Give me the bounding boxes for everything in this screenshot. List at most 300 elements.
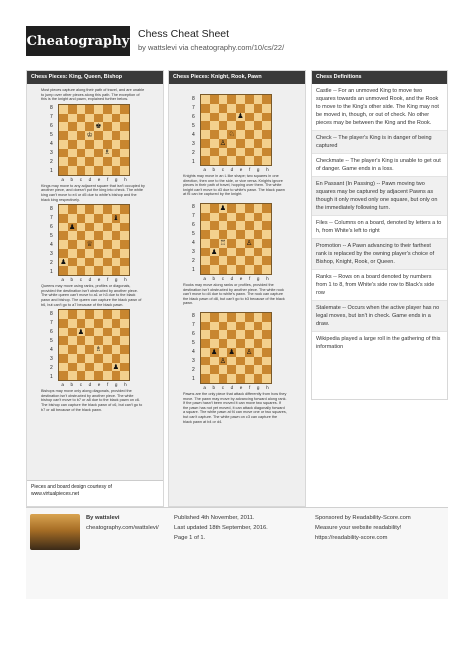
board-square <box>59 214 68 223</box>
board-square <box>59 363 68 372</box>
page-count: Page 1 of 1. <box>174 535 206 541</box>
board-square <box>103 205 112 214</box>
board-square <box>103 363 112 372</box>
rank-label: 7 <box>192 322 195 329</box>
rank-label: 8 <box>192 95 195 102</box>
rank-label: 3 <box>50 150 53 157</box>
rank-label: 7 <box>192 104 195 111</box>
rank-label: 8 <box>192 204 195 211</box>
board-square <box>245 348 254 357</box>
board-square <box>262 156 271 165</box>
board-square <box>236 104 245 113</box>
rank-label: 2 <box>192 367 195 374</box>
board-square <box>94 354 103 363</box>
board-square <box>219 204 228 213</box>
board-square <box>262 95 271 104</box>
board-square <box>85 131 94 140</box>
board-square <box>85 336 94 345</box>
file-labels <box>200 276 272 281</box>
board-square <box>103 114 112 123</box>
board-square <box>227 322 236 331</box>
board-square <box>94 214 103 223</box>
board-square <box>120 140 129 149</box>
file-label: c <box>79 382 82 388</box>
rank-label: 7 <box>192 213 195 220</box>
board-square <box>236 357 245 366</box>
board-square <box>77 354 86 363</box>
board-square <box>245 130 254 139</box>
board-square <box>210 121 219 130</box>
board-square <box>210 213 219 222</box>
column-definitions <box>311 70 448 400</box>
board-square <box>254 265 263 274</box>
board-square <box>59 223 68 232</box>
board-square <box>219 365 228 374</box>
board-pawn <box>192 312 282 390</box>
board-square <box>94 240 103 249</box>
board-square <box>201 113 210 122</box>
board-square <box>120 205 129 214</box>
file-label: h <box>266 167 269 172</box>
file-label: f <box>248 167 251 172</box>
chess-piece-icon: ♟ <box>210 248 218 256</box>
file-label: a <box>203 275 206 281</box>
board-square <box>210 330 219 339</box>
board-square <box>94 140 103 149</box>
board-square <box>201 130 210 139</box>
board-square <box>201 213 210 222</box>
board-square <box>219 130 228 139</box>
board-square <box>68 149 77 158</box>
board-square <box>219 339 228 348</box>
board-square <box>254 322 263 331</box>
board-square <box>254 348 263 357</box>
board-square <box>201 139 210 148</box>
board-square <box>219 121 228 130</box>
file-label: d <box>88 277 92 283</box>
file-label: d <box>88 382 92 388</box>
board-square <box>227 121 236 130</box>
board-square <box>254 121 263 130</box>
board-square <box>94 363 103 372</box>
board-square <box>94 157 103 166</box>
rank-label: 5 <box>50 232 53 239</box>
board-square <box>227 204 236 213</box>
rank-labels <box>50 204 53 276</box>
board-square <box>210 348 219 357</box>
file-label: c <box>221 167 224 172</box>
file-label: h <box>124 277 127 283</box>
definition-stalemate: Stalemate -- Occurs when the active player has no legal moves, but isn't in check. Game ends in a draw. <box>312 301 447 332</box>
column-heading: Chess Pieces: Knight, Rook, Pawn <box>169 71 305 84</box>
board-square <box>254 365 263 374</box>
board-square <box>236 204 245 213</box>
board-square <box>112 140 121 149</box>
board-square <box>201 322 210 331</box>
file-label: g <box>114 277 118 283</box>
board-square <box>227 156 236 165</box>
board-square <box>254 239 263 248</box>
rank-label: 1 <box>50 268 53 275</box>
board-square <box>94 319 103 328</box>
board-square <box>120 354 129 363</box>
board-square <box>59 114 68 123</box>
board-square <box>120 310 129 319</box>
board-square <box>85 122 94 131</box>
board-square <box>227 313 236 322</box>
board-square <box>94 328 103 337</box>
board-square <box>210 265 219 274</box>
board-square <box>103 266 112 275</box>
board-square <box>254 139 263 148</box>
file-label: e <box>97 176 101 182</box>
chess-piece-icon: ♝ <box>112 214 120 222</box>
board-square <box>219 313 228 322</box>
chessboard <box>200 203 272 275</box>
board-square <box>103 105 112 114</box>
board-square <box>120 114 129 123</box>
file-label: d <box>230 384 234 390</box>
board-square <box>85 223 94 232</box>
board-square <box>262 130 271 139</box>
chess-piece-icon: ♖ <box>219 239 227 247</box>
rank-label: 3 <box>192 140 195 147</box>
board-square <box>254 204 263 213</box>
board-square <box>254 104 263 113</box>
board-square <box>68 105 77 114</box>
board-square <box>254 156 263 165</box>
board-square <box>112 328 121 337</box>
board-square <box>68 319 77 328</box>
board-square <box>262 248 271 257</box>
board-square <box>210 248 219 257</box>
board-square <box>245 330 254 339</box>
board-square <box>94 205 103 214</box>
board-square <box>245 313 254 322</box>
rank-label: 3 <box>50 355 53 362</box>
board-square <box>94 258 103 267</box>
board-square <box>120 336 129 345</box>
board-square <box>112 149 121 158</box>
board-square <box>227 239 236 248</box>
board-square <box>94 131 103 140</box>
board-square <box>94 223 103 232</box>
board-square <box>85 328 94 337</box>
definition-files: Files -- Columns on a board, denoted by letters a to h, from White's left to right <box>312 216 447 239</box>
board-square <box>103 354 112 363</box>
file-label: d <box>230 275 234 281</box>
board-square <box>68 114 77 123</box>
board-square <box>236 374 245 383</box>
sponsor-link[interactable]: https://readability-score.com <box>315 535 388 541</box>
board-square <box>201 121 210 130</box>
board-square <box>245 322 254 331</box>
board-square <box>59 249 68 258</box>
board-square <box>94 122 103 131</box>
board-square <box>210 221 219 230</box>
board-square <box>236 339 245 348</box>
board-square <box>77 205 86 214</box>
board-square <box>236 348 245 357</box>
board-square <box>85 319 94 328</box>
board-square <box>120 231 129 240</box>
board-square <box>254 221 263 230</box>
board-square <box>236 248 245 257</box>
board-square <box>210 256 219 265</box>
board-square <box>210 104 219 113</box>
board-square <box>219 265 228 274</box>
chess-piece-icon: ♙ <box>245 239 253 247</box>
board-square <box>219 139 228 148</box>
board-square <box>59 310 68 319</box>
board-square <box>85 166 94 175</box>
file-label: f <box>106 277 109 283</box>
board-square <box>77 310 86 319</box>
file-label: b <box>70 176 74 182</box>
board-square <box>254 248 263 257</box>
board-square <box>112 336 121 345</box>
board-square <box>85 266 94 275</box>
board-square <box>120 240 129 249</box>
rank-label: 6 <box>192 113 195 120</box>
definition-en-passant: En Passant (In Passing) -- Pawn moving two squares may be captured by adjacent Pawns as though it only moved only one square, but only on the immediately following turn. <box>312 177 447 216</box>
board-square <box>254 256 263 265</box>
chess-piece-icon: ♙ <box>219 139 227 147</box>
board-square <box>68 157 77 166</box>
board-square <box>210 374 219 383</box>
board-square <box>210 204 219 213</box>
board-square <box>210 322 219 331</box>
rank-labels <box>50 104 53 176</box>
board-square <box>59 131 68 140</box>
board-square <box>103 310 112 319</box>
definition-wikipedia-note: Wikipedia played a large roll in the gathering of this information <box>316 336 441 350</box>
board-square <box>94 336 103 345</box>
board-square <box>254 130 263 139</box>
file-label: g <box>114 176 118 182</box>
board-square <box>85 354 94 363</box>
board-square <box>103 131 112 140</box>
board-square <box>112 249 121 258</box>
board-square <box>59 266 68 275</box>
rank-label: 4 <box>50 141 53 148</box>
board-square <box>201 265 210 274</box>
board-square <box>68 371 77 380</box>
board-square <box>227 139 236 148</box>
board-square <box>201 348 210 357</box>
rank-label: 4 <box>192 131 195 138</box>
board-square <box>262 313 271 322</box>
board-square <box>210 357 219 366</box>
board-square <box>120 328 129 337</box>
definition-check: Check -- The player's King is in danger of being captured <box>312 131 447 154</box>
column-knight-rook-pawn <box>168 70 306 507</box>
board-square <box>120 122 129 131</box>
author-url[interactable]: cheatography.com/wattslevi/ <box>86 525 159 531</box>
file-label: g <box>256 275 260 281</box>
board-square <box>120 363 129 372</box>
pawn-text: Pawns are the only piece that attack differently from how they move. The pawn may move by advancing forward along rank. If the pawn hasn't been moved it can move two squares. If the pawn has not yet moved, it can attack diagonally forward a square. The white pawn at f4 can move one or two squares, but can't capture. The white pawn on c3 can capture the black pawn at b4 or d4. <box>183 391 287 424</box>
board-square <box>59 371 68 380</box>
page-subtitle[interactable]: by wattslevi via cheatography.com/10/cs/22/ <box>138 43 285 52</box>
board-square <box>59 258 68 267</box>
board-square <box>227 104 236 113</box>
bishop-text: Bishops may move only along diagonals, provided the destination isn't obstructed by another piece. The white bishop can't move to b7 or a8 due to the black pawn on c6. The bishop can capture the black pawn of c6, but can't go to b7 or a8 because of the black pawn. <box>41 389 143 412</box>
board-square <box>201 204 210 213</box>
board-square <box>219 156 228 165</box>
file-label: a <box>61 277 64 283</box>
board-square <box>236 139 245 148</box>
board-square <box>85 240 94 249</box>
board-square <box>236 148 245 157</box>
board-square <box>112 240 121 249</box>
board-square <box>94 249 103 258</box>
chessboard <box>200 312 272 384</box>
board-square <box>227 348 236 357</box>
board-square <box>120 319 129 328</box>
board-square <box>236 239 245 248</box>
chess-piece-icon: ♟ <box>210 348 218 356</box>
rank-label: 1 <box>192 158 195 165</box>
board-square <box>94 166 103 175</box>
board-square <box>112 310 121 319</box>
board-square <box>77 131 86 140</box>
board-square <box>227 265 236 274</box>
rank-label: 8 <box>50 310 53 317</box>
board-square <box>262 365 271 374</box>
board-square <box>245 365 254 374</box>
board-square <box>236 95 245 104</box>
author-avatar[interactable] <box>30 514 80 550</box>
board-square <box>59 166 68 175</box>
board-square <box>112 122 121 131</box>
board-square <box>236 156 245 165</box>
file-label: e <box>239 275 243 281</box>
rank-label: 8 <box>50 105 53 112</box>
board-square <box>77 214 86 223</box>
rank-label: 4 <box>50 241 53 248</box>
file-label: g <box>114 382 118 388</box>
board-square <box>59 354 68 363</box>
file-label: b <box>70 382 74 388</box>
rank-label: 2 <box>50 364 53 371</box>
file-label: c <box>79 277 82 283</box>
board-square <box>245 95 254 104</box>
rank-label: 1 <box>50 373 53 380</box>
board-square <box>120 258 129 267</box>
board-square <box>77 122 86 131</box>
board-square <box>201 339 210 348</box>
board-square <box>112 205 121 214</box>
board-square <box>254 357 263 366</box>
board-king <box>50 104 140 182</box>
chess-piece-icon: ♟ <box>237 113 244 121</box>
board-square <box>85 310 94 319</box>
board-square <box>68 131 77 140</box>
board-square <box>227 130 236 139</box>
board-square <box>245 213 254 222</box>
rank-label: 6 <box>192 222 195 229</box>
board-square <box>120 214 129 223</box>
file-label: b <box>212 167 216 172</box>
board-square <box>245 156 254 165</box>
rank-label: 2 <box>192 258 195 265</box>
chessboard <box>58 104 130 176</box>
chess-piece-icon: ♟ <box>77 328 85 336</box>
board-square <box>59 231 68 240</box>
board-square <box>219 148 228 157</box>
board-square <box>254 374 263 383</box>
board-square <box>262 121 271 130</box>
board-square <box>219 374 228 383</box>
file-label: g <box>256 167 260 172</box>
definition-ranks: Ranks -- Rows on a board denoted by numbers from 1 to 8, from White's side row to Black's side row <box>312 270 447 301</box>
board-square <box>219 221 228 230</box>
board-square <box>227 221 236 230</box>
board-square <box>59 336 68 345</box>
board-square <box>254 339 263 348</box>
board-queen <box>50 204 140 282</box>
board-square <box>120 371 129 380</box>
board-square <box>236 265 245 274</box>
file-label: b <box>70 277 74 283</box>
board-square <box>219 230 228 239</box>
board-square <box>112 371 121 380</box>
board-square <box>77 231 86 240</box>
chess-piece-icon: ♚ <box>95 123 102 131</box>
board-square <box>262 357 271 366</box>
board-knight <box>192 94 282 172</box>
board-square <box>210 239 219 248</box>
board-square <box>219 248 228 257</box>
page-footer <box>26 507 448 599</box>
author-name[interactable]: By wattslevi <box>86 515 120 521</box>
board-square <box>112 258 121 267</box>
board-square <box>120 266 129 275</box>
board-square <box>201 365 210 374</box>
board-square <box>112 105 121 114</box>
file-label: f <box>106 382 109 388</box>
board-square <box>201 313 210 322</box>
board-square <box>262 322 271 331</box>
chess-piece-icon: ♟ <box>68 223 76 231</box>
board-square <box>227 230 236 239</box>
board-square <box>219 113 228 122</box>
credit-note: Pieces and board design courtesy of www.virtualpieces.net <box>27 480 163 506</box>
file-label: f <box>248 275 251 281</box>
board-square <box>112 157 121 166</box>
updated-date: Last updated 18th September, 2016. <box>174 525 268 531</box>
cheatography-logo[interactable]: Cheatography <box>26 26 130 56</box>
board-square <box>68 258 77 267</box>
board-square <box>103 249 112 258</box>
board-square <box>227 256 236 265</box>
chessboard <box>200 94 272 166</box>
board-square <box>219 348 228 357</box>
board-square <box>103 240 112 249</box>
board-square <box>85 363 94 372</box>
board-square <box>103 214 112 223</box>
board-square <box>210 113 219 122</box>
file-label: c <box>79 176 82 182</box>
board-square <box>68 166 77 175</box>
board-square <box>254 213 263 222</box>
board-square <box>245 339 254 348</box>
board-square <box>85 105 94 114</box>
board-square <box>201 156 210 165</box>
board-square <box>245 357 254 366</box>
board-square <box>68 354 77 363</box>
